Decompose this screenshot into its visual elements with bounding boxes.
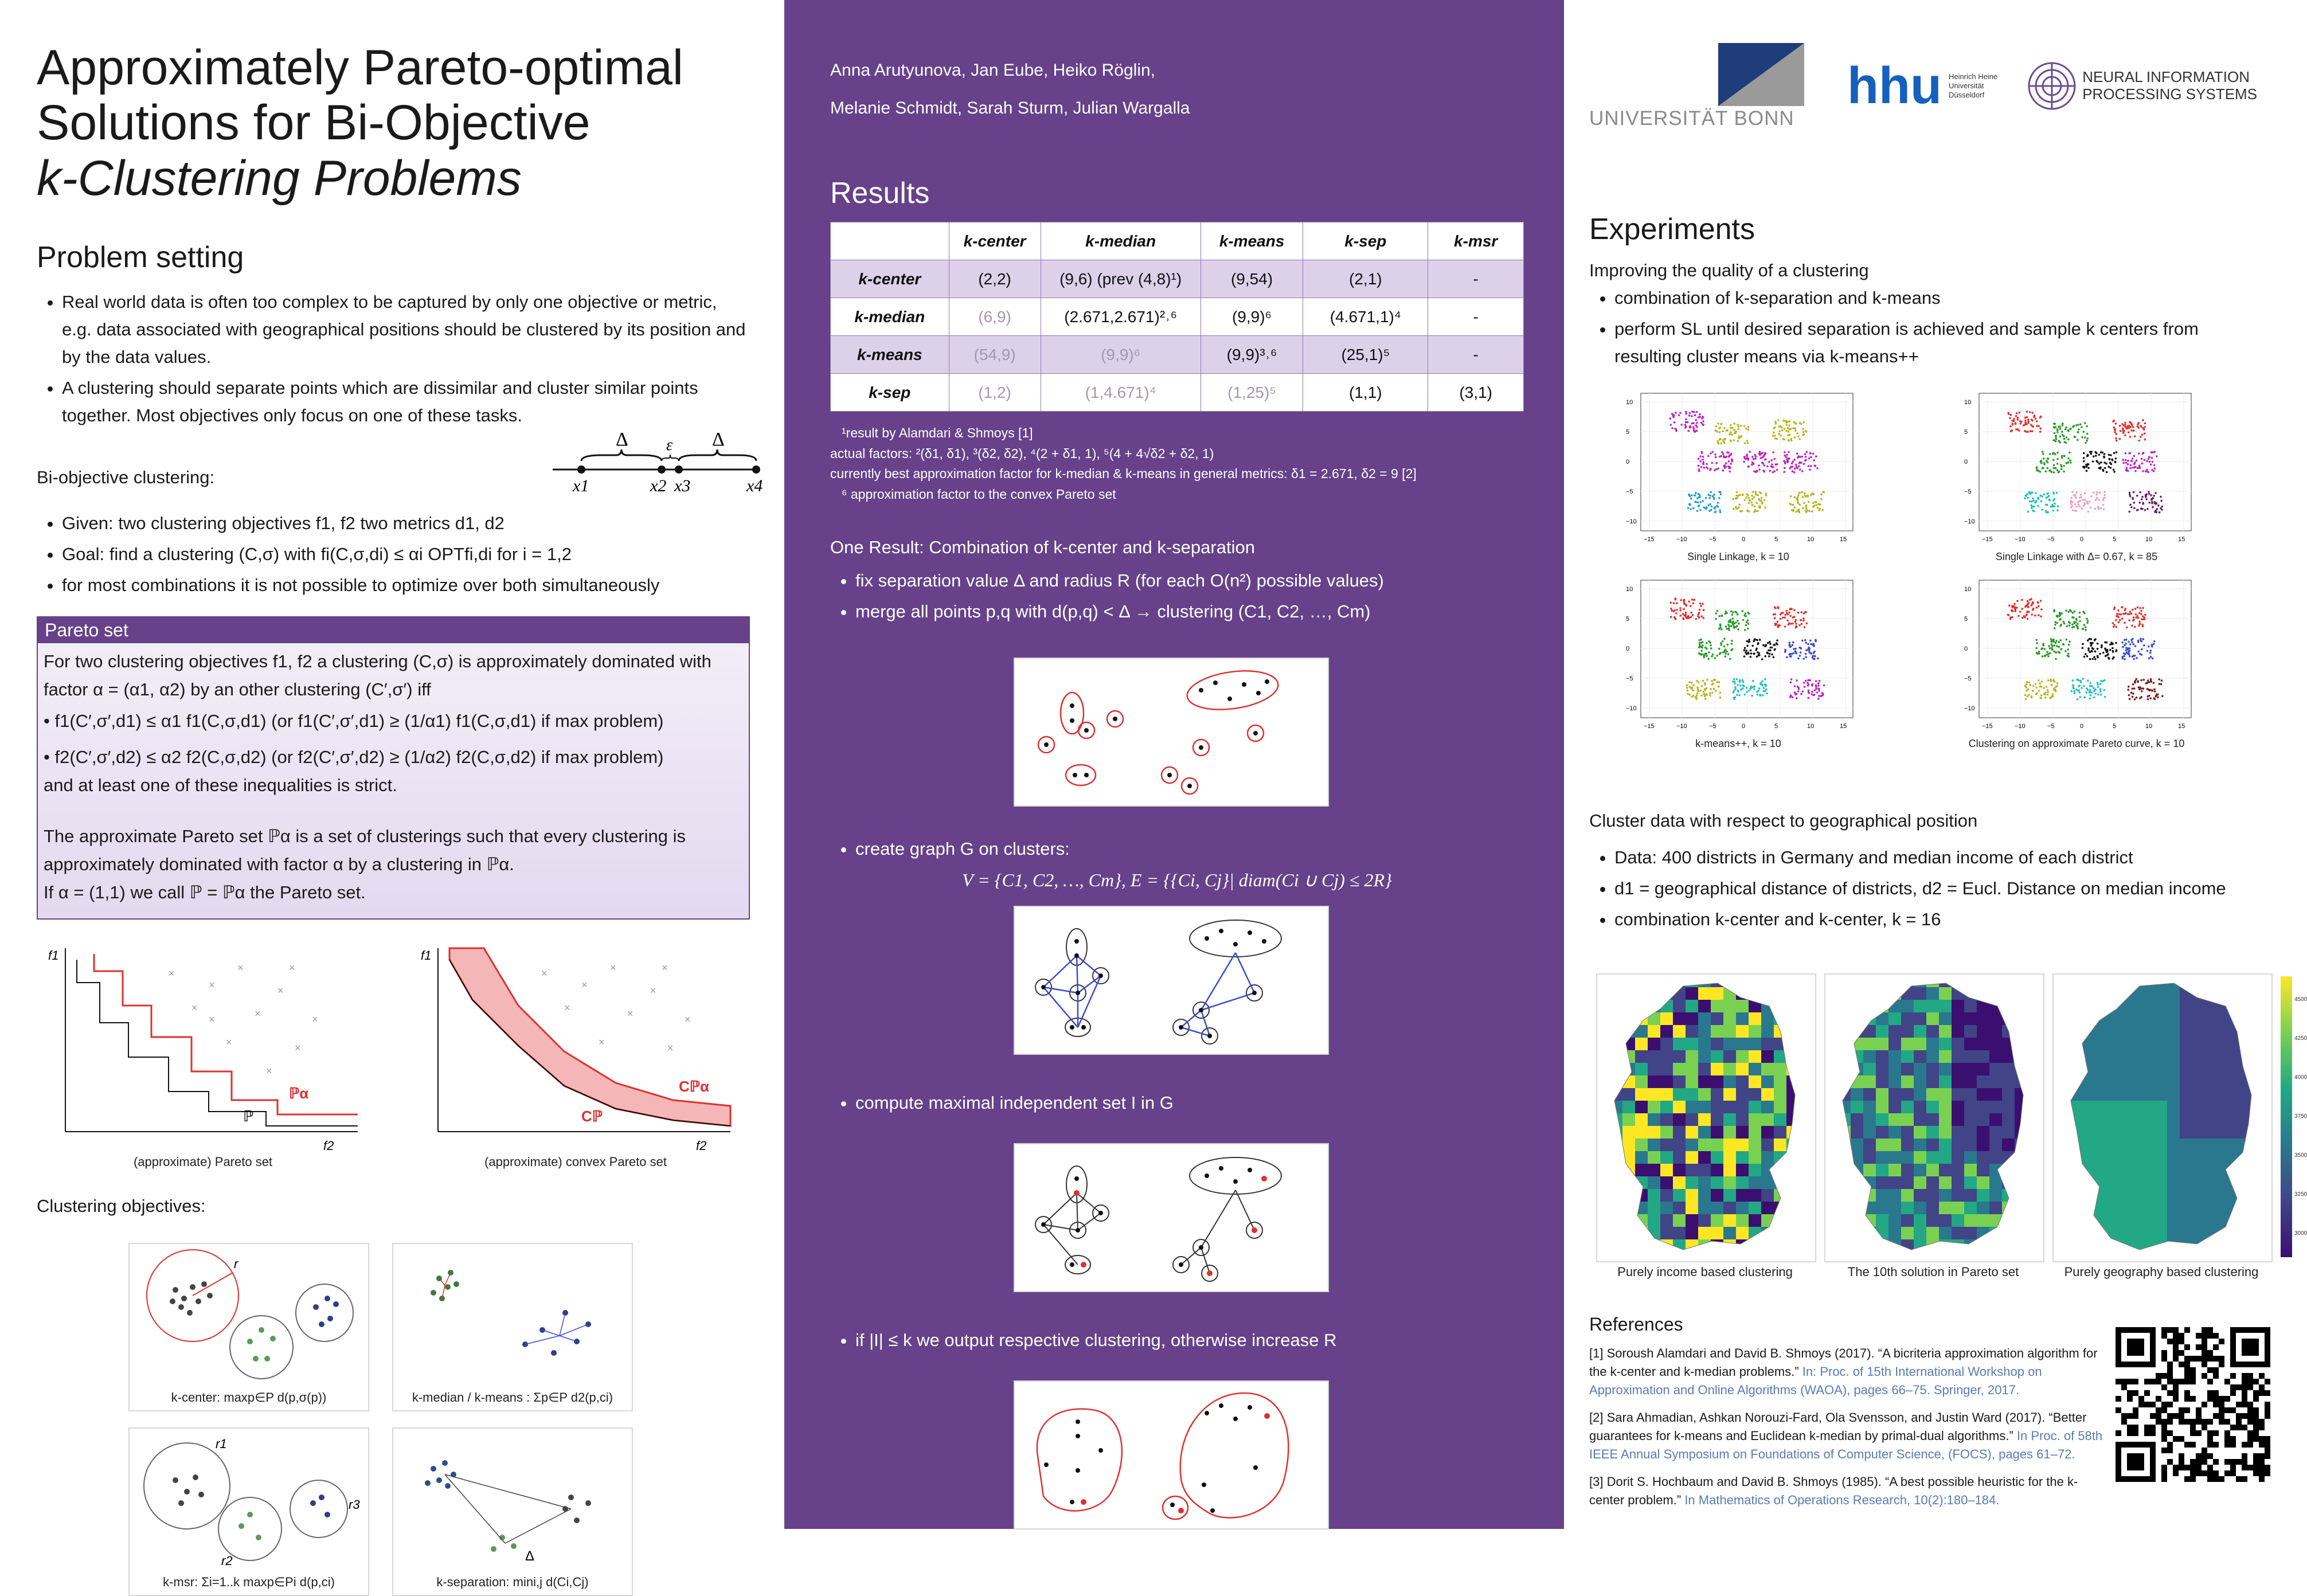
- scatter-plot: [1956, 574, 2197, 750]
- radius-label: r: [234, 1257, 238, 1272]
- method-heading: One Result: Combination of k-center and k-separation: [830, 537, 1255, 557]
- kcenter-figure: [128, 1243, 369, 1411]
- svg-text:×: ×: [237, 962, 244, 974]
- table-header: k-median: [1041, 222, 1201, 260]
- axis-tick: 10: [1626, 586, 1633, 593]
- qr-code-icon[interactable]: [2116, 1327, 2270, 1482]
- results-heading: Results: [830, 177, 930, 210]
- f2-label: f2: [323, 1139, 334, 1153]
- axis-tick: −10: [1626, 705, 1637, 713]
- title-line: k-Clustering Problems: [37, 150, 522, 206]
- axis-tick: 10: [2145, 723, 2153, 730]
- table-cell: (9,9)⁶: [1201, 298, 1303, 336]
- graph-formula: V = {C1, C2, …, Cm}, E = {{Ci, Cj}| diam(Ci ∪ Cj) ≤ 2R}: [962, 869, 1392, 890]
- delta-label: Δ: [616, 429, 628, 451]
- axis-tick: 0: [1742, 723, 1746, 730]
- table-cell: (1,25)⁵: [1201, 374, 1303, 412]
- list-item: • create graph G on clusters:: [855, 835, 1524, 863]
- figure-caption: The 10th solution in Pareto set: [1847, 1265, 2019, 1280]
- scatter-plot: [1956, 388, 2197, 563]
- mis-diagram: [1015, 1144, 1328, 1291]
- footnote: currently best approximation factor for k-median & k-means in general metrics: δ1 = 2.671, δ2 = 9 [2]: [830, 466, 1417, 482]
- table-cell: (2,1): [1303, 260, 1428, 298]
- axis-tick: −5: [1709, 723, 1716, 730]
- table-cell: (25,1)⁵: [1303, 336, 1428, 374]
- list-item: • perform SL until desired separation is achieved and sample k centers from resulting cluster means via k-means++: [1614, 315, 2270, 370]
- axis-tick: 10: [1964, 586, 1972, 593]
- list-item: • merge all points p,q with d(p,q) < Δ → clustering (C1, C2, …, Cm): [855, 598, 1524, 625]
- svg-text:×: ×: [627, 1008, 634, 1020]
- table-row: [831, 298, 1524, 336]
- svg-text:×: ×: [277, 985, 284, 997]
- kmedian-figure: [392, 1243, 633, 1411]
- reference-venue: In Mathematics of Operations Research, 10(2):180–184.: [1684, 1492, 2000, 1507]
- svg-text:×: ×: [312, 1014, 318, 1026]
- scatter-plot-drawing: [1618, 574, 1859, 735]
- axis-tick: 0: [1626, 459, 1630, 466]
- axis-tick: 10: [1626, 399, 1633, 406]
- scatter-plot-drawing: [1956, 574, 2197, 735]
- table-row: [831, 374, 1524, 412]
- axis-tick: 10: [1964, 399, 1972, 406]
- svg-text:×: ×: [581, 979, 588, 991]
- list-item: • d1 = geographical distance of districts, d2 = Eucl. Distance on median income: [1614, 875, 2270, 902]
- axis-tick: 0: [2080, 536, 2084, 543]
- table-cell: (2.671,2.671)²˒⁶: [1041, 298, 1201, 336]
- similar-step: [830, 1564, 1524, 1591]
- uni-bonn-logo: [1589, 43, 1807, 129]
- axis-tick: −10: [1626, 518, 1637, 526]
- graph-step: [830, 835, 1524, 863]
- table-row: [831, 260, 1524, 298]
- pareto-condition: f1(C′,σ′,d1) ≤ α1 f1(C,σ,d1) (or f1(C′,σ′,d1) ≥ (1/α1) f1(C,σ,d1) if max problem): [54, 711, 664, 732]
- axis-tick: 5: [1774, 536, 1778, 543]
- figure-caption: Single Linkage, k = 10: [1687, 551, 1789, 563]
- pareto-set-figure: [37, 937, 369, 1155]
- hhu-subtitle: Universität: [1948, 81, 1984, 90]
- axis-tick: −5: [2047, 536, 2055, 543]
- pareto-condition: f2(C′,σ′,d2) ≤ α2 f2(C,σ,d2) (or f2(C′,σ′,d2) ≥ (1/α2) f2(C,σ,d2) if max problem): [54, 747, 664, 768]
- germany-map: [1824, 973, 2044, 1262]
- list-item: • if |I| ≤ k we output respective clustering, otherwise increase R: [855, 1327, 1524, 1354]
- map-panel: [2052, 973, 2273, 1280]
- colorbar-tick: 4000: [2294, 1074, 2307, 1081]
- axis-tick: 0: [1964, 646, 1968, 653]
- poster-title: [37, 40, 750, 206]
- authors: [830, 52, 1524, 127]
- axis-tick: −5: [1964, 488, 1972, 496]
- neurips-emblem-icon: [2026, 60, 2078, 112]
- pareto-intro: For two clustering objectives f1, f2 a clustering (C,σ) is approximately dominated with factor α = (α1, α2) by an other clustering (C′,σ′) iff: [44, 651, 711, 700]
- list-item: • compute maximal independent set I in G: [855, 1089, 1524, 1117]
- pareto-box: Pareto set For two clustering objectives f1, f2 a clustering (C,σ) is approximately dominated with factor α = (α1, α2) by an other clustering (C′,σ′) iff • f1(C′,σ′,d1) ≤ α1 f1(C,σ,d1) (or f1(C′,σ′,d1) ≥ (1/α1) f1(C,σ,d1) if max problem) • f2(C′,σ′,d2) ≤ α2 f2(C,σ,d2) (or f2(C′,σ′,d2) ≥ (1/α2) f2(C,σ,d2) if max problem) and at least one of these inequalities is strict. The approximate Pareto set ℙα is a set of clusterings such that every clustering is approximately dominated with factor α by a clustering in ℙα. If α = (1,1) we call ℙ = ℙα the Pareto set.: [37, 616, 750, 920]
- colorbar-tick: 4500: [2294, 996, 2307, 1003]
- output-step: [830, 1327, 1524, 1354]
- figure-caption: k-msr: Σi=1..k maxp∈Pi d(p,ci): [163, 1575, 335, 1590]
- svg-text:×: ×: [295, 1042, 301, 1054]
- row-header: k-means: [831, 336, 949, 374]
- figure-caption: k-means++, k = 10: [1695, 738, 1781, 750]
- table-cell: -: [1428, 298, 1524, 336]
- svg-text:×: ×: [541, 968, 548, 980]
- list-item: • Given: two clustering objectives f1, f2 two metrics d1, d2: [62, 510, 750, 537]
- svg-text:×: ×: [610, 962, 616, 974]
- biobj-heading: Bi-objective clustering:: [37, 467, 215, 488]
- germany-map-drawing: [1825, 975, 2043, 1261]
- table-header: k-center: [949, 222, 1041, 260]
- axis-tick: −10: [1676, 723, 1687, 730]
- axis-tick: 10: [1807, 723, 1815, 730]
- svg-text:×: ×: [662, 962, 668, 974]
- reference-text: [1] Soroush Alamdari and David B. Shmoys (2017). “A bicriteria approximation algorithm for the k-center and k-median problems.”: [1589, 1346, 2098, 1379]
- results-footnotes: [830, 423, 1524, 505]
- colorbar-tick: 4250: [2294, 1035, 2307, 1042]
- figure-caption: (approximate) Pareto set: [133, 1155, 273, 1169]
- figure-caption: k-center: maxp∈P d(p,σ(p)): [171, 1390, 327, 1405]
- axis-tick: 10: [2145, 536, 2153, 543]
- convex-pareto-figure: [409, 937, 742, 1155]
- bonn-emblem-icon: [1718, 43, 1804, 106]
- reference-item: [1589, 1473, 2110, 1509]
- left-column: [0, 0, 784, 1590]
- separation-line-figure: [541, 429, 771, 498]
- row-header: k-sep: [831, 374, 949, 412]
- axis-tick: 15: [2178, 723, 2185, 730]
- list-item: • Real world data is often too complex to be captured by only one objective or metric, e.g. data associated with geographical positions should be clustered by its position and by the data values.: [62, 288, 750, 371]
- table-cell: (2,2): [949, 260, 1041, 298]
- objectives-heading: Clustering objectives:: [37, 1196, 206, 1216]
- logo-bar: [1589, 40, 2270, 132]
- f1-label: f1: [48, 948, 59, 963]
- axis-tick: −10: [1964, 705, 1975, 713]
- f1-label: f1: [421, 948, 432, 963]
- axis-tick: −5: [1626, 488, 1633, 496]
- germany-map: [2052, 973, 2273, 1262]
- middle-column: [784, 0, 1564, 1588]
- table-cell: (1,1): [1303, 374, 1428, 412]
- output-diagram: [1015, 1382, 1328, 1528]
- x3-label: x3: [674, 476, 691, 496]
- axis-tick: −10: [1676, 536, 1687, 543]
- pareto-approx-label: ℙα: [289, 1085, 309, 1102]
- svg-text:×: ×: [191, 1002, 198, 1014]
- svg-text:×: ×: [209, 979, 215, 991]
- axis-tick: 5: [1964, 429, 1968, 436]
- reference-list: [1589, 1344, 2110, 1518]
- germany-map-drawing: [2054, 975, 2271, 1261]
- figure-caption: Single Linkage with Δ= 0.67, k = 85: [1995, 551, 2158, 563]
- svg-text:×: ×: [255, 1008, 261, 1020]
- axis-tick: 0: [1742, 536, 1746, 543]
- problem-list: [37, 288, 750, 429]
- graph-figure: [1014, 906, 1329, 1055]
- hhu-subtitle: Heinrich Heine: [1948, 72, 1998, 81]
- graph-diagram: [1015, 907, 1328, 1054]
- svg-text:×: ×: [685, 1014, 691, 1026]
- list-item: • Goal: find a clustering (C,σ) with fi(C,σ,di) ≤ αi OPTfi,di for i = 1,2: [62, 541, 750, 568]
- colorbar-gradient: [2281, 976, 2292, 1257]
- axis-tick: −10: [2015, 723, 2026, 730]
- method-steps: [830, 567, 1524, 625]
- colorbar-tick: 3750: [2294, 1113, 2307, 1120]
- colorbar-tick: 3250: [2294, 1191, 2307, 1198]
- axis-tick: −10: [1964, 518, 1975, 526]
- axis-tick: 0: [2080, 723, 2084, 730]
- axis-tick: 15: [2178, 536, 2185, 543]
- axis-tick: −10: [2015, 536, 2026, 543]
- svg-text:×: ×: [226, 1036, 232, 1049]
- table-cell: (54,9): [949, 336, 1041, 374]
- output-figure: [1014, 1380, 1329, 1530]
- axis-tick: 5: [1626, 616, 1630, 623]
- reference-item: [1589, 1409, 2110, 1464]
- mis-step: [830, 1089, 1524, 1117]
- scatter-plot: [1618, 388, 1859, 563]
- colorbar-tick: 3000: [2294, 1230, 2307, 1237]
- svg-text:×: ×: [169, 968, 175, 980]
- table-header: k-means: [1201, 222, 1303, 260]
- figure-caption: (approximate) convex Pareto set: [484, 1155, 667, 1169]
- list-item: • A clustering should separate points which are dissimilar and cluster similar points together. Most objectives only focus on one of these tasks.: [62, 374, 750, 429]
- results-table: [830, 222, 1524, 412]
- separation-label: Δ: [525, 1548, 535, 1564]
- neurips-text: NEURAL INFORMATION: [2082, 68, 2250, 86]
- reference-item: [1589, 1344, 2110, 1399]
- table-cell: (9,54): [1201, 260, 1303, 298]
- merge-diagram: [1015, 659, 1328, 805]
- list-item: • combination k-center and k-center, k = 16: [1614, 906, 2270, 933]
- pareto-heading: Pareto set: [38, 617, 749, 643]
- hhu-subtitle: Düsseldorf: [1948, 91, 1985, 100]
- scatter-plot-drawing: [1618, 388, 1859, 548]
- row-header: k-median: [831, 298, 949, 336]
- axis-tick: −15: [1644, 723, 1655, 730]
- svg-text:×: ×: [667, 1042, 674, 1054]
- delta-label: Δ: [712, 429, 725, 451]
- list-item: • Similar to 2-approximation for k-center by Hochbaum&Shmoys [3]: [855, 1564, 1524, 1591]
- table-row: [831, 336, 1524, 374]
- x1-label: x1: [573, 476, 589, 496]
- svg-text:×: ×: [289, 962, 295, 974]
- map-row: [1596, 973, 2307, 1280]
- pareto-approx-def: The approximate Pareto set ℙα is a set of clusterings such that every clustering is approximately dominated with factor α by a clustering in ℙα.: [44, 826, 686, 875]
- table-cell: (9,6) (prev (4,8)¹): [1041, 260, 1201, 298]
- authors-line: Melanie Schmidt, Sarah Sturm, Julian Wargalla: [830, 99, 1190, 118]
- biobj-list: [37, 510, 750, 599]
- experiments-list: [1589, 284, 2270, 370]
- axis-tick: 5: [2113, 723, 2117, 730]
- references-heading: References: [1589, 1314, 1683, 1335]
- axis-tick: 0: [1964, 459, 1968, 466]
- table-cell: (6,9): [949, 298, 1041, 336]
- experiments-subheading: Improving the quality of a clustering: [1589, 260, 1869, 280]
- reference-venue: In Proc. of 58th IEEE Annual Symposium on Foundations of Computer Science, (FOCS), pages 61–72.: [1589, 1428, 2103, 1461]
- experiments-heading: Experiments: [1589, 213, 1755, 246]
- axis-tick: 0: [1626, 646, 1630, 653]
- axis-tick: 5: [2113, 536, 2117, 543]
- figure-caption: k-median / k-means : Σp∈P d2(p,ci): [412, 1390, 613, 1405]
- figure-caption: Purely income based clustering: [1617, 1265, 1793, 1280]
- table-cell: -: [1428, 260, 1524, 298]
- axis-tick: −5: [1964, 675, 1972, 683]
- reference-venue: In: Proc. of 15th International Workshop on Approximation and Online Algorithms (WAOA), pages 66–75. Springer, 2017.: [1589, 1364, 2042, 1398]
- neurips-logo: [2026, 60, 2257, 112]
- list-item: • combination of k-separation and k-means: [1614, 284, 2270, 312]
- table-header: k-sep: [1303, 222, 1428, 260]
- reference-text: [2] Sara Ahmadian, Ashkan Norouzi-Fard, Ola Svensson, and Justin Ward (2017). “Better guarantees for k-means and Euclidean k-median by primal-dual algorithms.”: [1589, 1410, 2087, 1443]
- mis-figure: [1014, 1143, 1329, 1292]
- radius-label: r3: [349, 1497, 360, 1512]
- axis-tick: −5: [1709, 536, 1716, 543]
- list-item: • for most combinations it is not possible to optimize over both simultaneously: [62, 572, 750, 599]
- hhu-logo-text: hhu: [1847, 57, 1942, 115]
- table-cell: (4.671,1)⁴: [1303, 298, 1428, 336]
- experiments-subheading: Cluster data with respect to geographical position: [1589, 811, 1978, 831]
- pareto-label: ℙ: [243, 1108, 254, 1125]
- radius-label: r1: [216, 1437, 227, 1452]
- axis-tick: −15: [1982, 536, 1993, 543]
- scatter-plot-drawing: [1956, 388, 2197, 548]
- axis-tick: 10: [1807, 536, 1815, 543]
- germany-map: [1596, 973, 1816, 1262]
- list-item: • Data: 400 districts in Germany and median income of each district: [1614, 844, 2270, 871]
- svg-text:×: ×: [209, 1014, 215, 1026]
- reference-text: [3] Dorit S. Hochbaum and David B. Shmoys (1985). “A best possible heuristic for the k-center problem.”: [1589, 1474, 2078, 1507]
- axis-tick: −15: [1644, 536, 1655, 543]
- ksep-figure: [392, 1427, 633, 1596]
- svg-text:×: ×: [599, 1036, 605, 1049]
- colorbar-tick: 3500: [2294, 1152, 2307, 1159]
- authors-line: Anna Arutyunova, Jan Eube, Heiko Röglin,: [830, 61, 1156, 80]
- kmedian-diagram: [393, 1244, 632, 1387]
- table-cell: (9,9)⁶: [1041, 336, 1201, 374]
- neurips-text: PROCESSING SYSTEMS: [2082, 85, 2258, 103]
- axis-tick: 15: [1840, 536, 1847, 543]
- axis-tick: 5: [1964, 616, 1968, 623]
- axis-tick: −15: [1982, 723, 1993, 730]
- axis-tick: −5: [2047, 723, 2055, 730]
- kcenter-diagram: [130, 1244, 368, 1387]
- svg-text:×: ×: [564, 1002, 570, 1014]
- bonn-logo-text: UNIVERSITÄT BONN: [1589, 107, 1794, 130]
- map-panel: [1824, 973, 2044, 1280]
- list-item: • fix separation value Δ and radius R (for each O(n²) possible values): [855, 567, 1524, 594]
- geo-list: [1589, 844, 2270, 933]
- table-cell: (9,9)³˒⁶: [1201, 336, 1303, 374]
- pareto-strict: and at least one of these inequalities is strict.: [44, 775, 397, 796]
- table-cell: (1,2): [949, 374, 1041, 412]
- map-panel: [1596, 973, 1816, 1280]
- kmsr-figure: [128, 1427, 369, 1596]
- footnote: actual factors: ²(δ1, δ1), ³(δ2, δ2), ⁴(2 + δ1, 1), ⁵(4 + 4√δ2 + δ2, 1): [830, 445, 1214, 461]
- table-cell: (3,1): [1428, 374, 1524, 412]
- svg-text:×: ×: [266, 1065, 272, 1077]
- table-cell: (1,4.671)⁴: [1041, 374, 1201, 412]
- figure-caption: Purely geography based clustering: [2064, 1265, 2259, 1280]
- table-cell: -: [1428, 336, 1524, 374]
- footnote: ¹result by Alamdari & Shmoys [1]: [842, 425, 1033, 440]
- f2-label: f2: [696, 1139, 707, 1153]
- title-line: Solutions for Bi-Objective: [37, 95, 591, 151]
- convex-pareto-approx-label: Cℙα: [679, 1078, 709, 1096]
- radius-label: r2: [221, 1554, 233, 1568]
- figure-caption: k-separation: mini,j d(Ci,Cj): [436, 1575, 589, 1590]
- title-line: Approximately Pareto-optimal: [37, 40, 684, 95]
- hhu-logo: [1847, 57, 1997, 116]
- kmsr-diagram: [130, 1429, 368, 1572]
- scatter-grid: [1618, 388, 2270, 750]
- axis-tick: 5: [1774, 723, 1778, 730]
- pareto-exact-def: If α = (1,1) we call ℙ = ℙα the Pareto set.: [44, 882, 366, 903]
- table-corner: [831, 222, 949, 260]
- svg-text:×: ×: [650, 985, 656, 997]
- germany-map-drawing: [1597, 975, 1815, 1261]
- right-column: [1564, 0, 2307, 1529]
- axis-tick: 15: [1840, 723, 1847, 730]
- ksep-diagram: [393, 1429, 632, 1572]
- epsilon-label: ε: [666, 436, 673, 455]
- x4-label: x4: [746, 476, 763, 496]
- row-header: k-center: [831, 260, 949, 298]
- x2-label: x2: [650, 476, 667, 496]
- footnote: ⁶ approximation factor to the convex Pareto set: [842, 486, 1116, 502]
- scatter-plot: [1618, 574, 1859, 750]
- figure-caption: Clustering on approximate Pareto curve, k = 10: [1968, 738, 2185, 750]
- axis-tick: −5: [1626, 675, 1633, 683]
- convex-pareto-label: Cℙ: [581, 1108, 603, 1125]
- axis-tick: 5: [1626, 429, 1630, 436]
- problem-heading: Problem setting: [37, 240, 244, 274]
- table-header: k-msr: [1428, 222, 1524, 260]
- merge-figure: [1014, 658, 1329, 807]
